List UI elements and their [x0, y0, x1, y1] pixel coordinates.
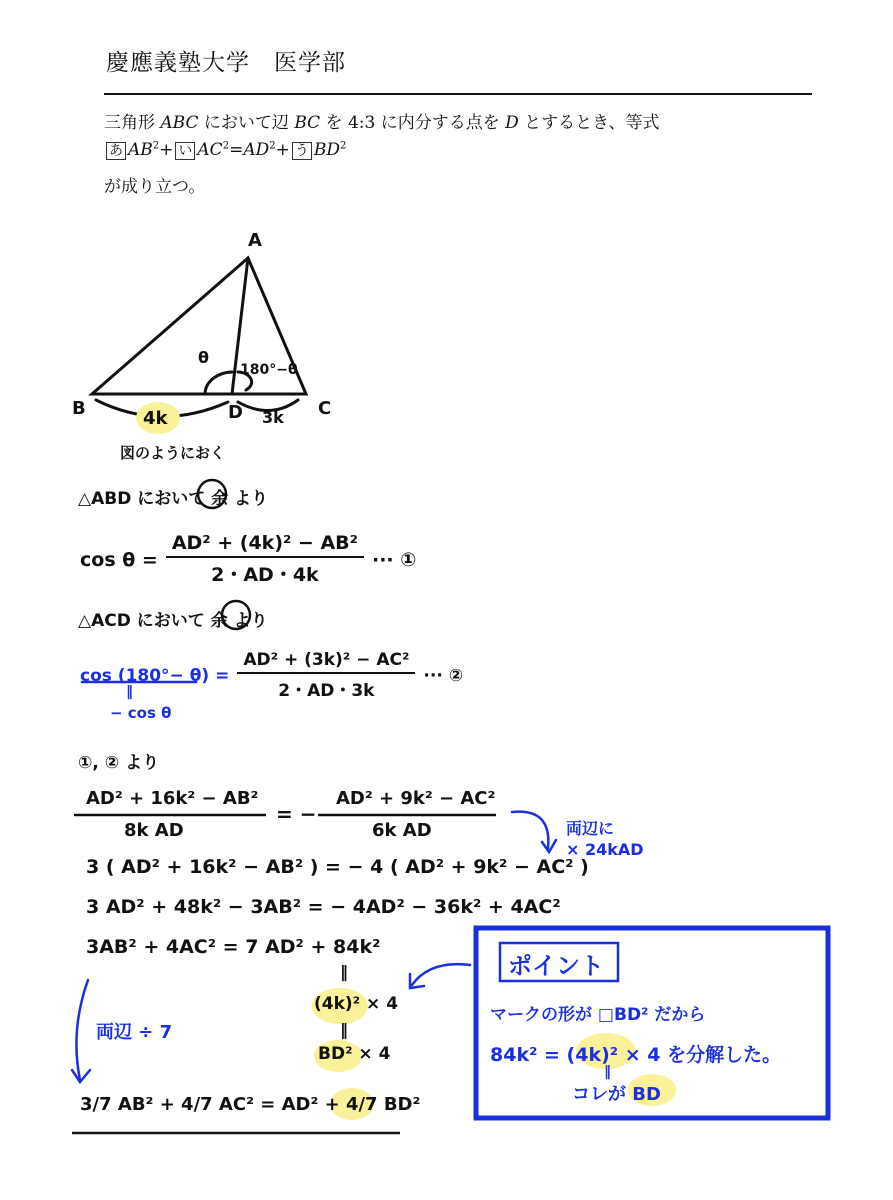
problem-line-3: が成り立つ。 — [104, 177, 206, 197]
cos-equation-1 — [80, 532, 416, 587]
side-note-2: × 24kAD — [566, 840, 644, 859]
line-2: 3 AD² + 48k² − 3AB² = − 4AD² − 36k² + 4AC² — [86, 896, 561, 918]
plus: + — [275, 140, 290, 160]
label-dc: 3k — [262, 408, 284, 427]
term-ab: AB — [128, 140, 153, 160]
text: において辺 — [198, 113, 295, 133]
text: ABC — [160, 113, 199, 133]
point-title: ポイント — [508, 952, 604, 980]
point-eqmark: ‖ — [604, 1064, 611, 1080]
frac1-numerator: AD² + 16k² − AB² — [86, 788, 259, 809]
step-1-heading: △ABD において 余 より — [78, 489, 269, 509]
diagram-note: 図のようにおく — [120, 444, 226, 462]
side-note-1: 両辺に — [566, 819, 615, 838]
final-equation: 3/7 AB² + 4/7 AC² = AD² + 4/7 BD² — [80, 1094, 421, 1115]
label-supp-angle: 180°−θ — [240, 362, 298, 378]
frac2-numerator: AD² + 9k² − AC² — [336, 788, 496, 809]
cos2-fraction — [237, 650, 415, 701]
cos-equation-2 — [80, 650, 463, 701]
frac2-denominator: 6k AD — [372, 820, 432, 841]
text: とするとき、等式 — [518, 113, 660, 133]
cos2-note: − cos θ — [110, 704, 172, 722]
term-ad: AD — [243, 140, 270, 160]
branch-1: (4k)² × 4 — [314, 994, 399, 1014]
cos2-numerator: AD² + (3k)² − AC² — [237, 650, 415, 674]
page-title: 慶應義塾大学 医学部 — [106, 50, 346, 76]
step-3-heading: ①, ② より — [78, 753, 160, 773]
ref-2: ··· ② — [423, 665, 464, 686]
cos1-denominator: 2・AD・4k — [211, 564, 319, 586]
label-bd: 4k — [143, 408, 168, 429]
point-text-1: マークの形が □BD² だから — [490, 1005, 706, 1025]
label-d: D — [228, 402, 243, 423]
sq: 2 — [222, 140, 230, 152]
arrow-divide — [76, 980, 88, 1080]
text: を 4:3 に内分する点を — [320, 113, 506, 133]
label-a: A — [248, 230, 262, 251]
answer-box-i: い — [175, 142, 195, 160]
label-c: C — [318, 398, 332, 419]
arrow-to-point — [412, 964, 470, 985]
triangle-diagram — [92, 258, 306, 417]
step-2-heading: △ACD において 余 より — [78, 611, 268, 631]
cos2-denominator: 2・AD・3k — [278, 681, 375, 701]
equals-minus: = − — [276, 802, 317, 826]
equals: = — [229, 140, 244, 160]
plus: + — [159, 140, 174, 160]
answer-box-a: あ — [106, 142, 126, 160]
term-bd: BD — [313, 140, 340, 160]
text: BC — [294, 113, 321, 133]
ref-1: ··· ① — [371, 548, 417, 571]
line-1: 3 ( AD² + 16k² − AB² ) = − 4 ( AD² + 9k² − AC² ) — [86, 856, 589, 878]
cos1-lhs: cos θ = — [80, 548, 158, 571]
cos1-numerator: AD² + (4k)² − AB² — [166, 532, 364, 558]
text: 三角形 — [104, 113, 161, 133]
frac1-denominator: 8k AD — [124, 820, 184, 841]
branch-2: BD² × 4 — [318, 1044, 391, 1064]
arrowhead-2 — [72, 1070, 90, 1082]
point-text-2: 84k² = (4k)² × 4 を分解した。 — [490, 1044, 782, 1066]
eqmark-2: ‖ — [340, 1020, 348, 1039]
eqmark-1: ‖ — [340, 962, 348, 981]
cos1-fraction — [166, 532, 364, 587]
line-3: 3AB² + 4AC² = 7 AD² + 84k² — [86, 936, 381, 958]
term-ac: AC — [197, 140, 223, 160]
answer-box-u: う — [292, 142, 312, 160]
sq: 2 — [269, 140, 276, 152]
sq: 2 — [340, 140, 347, 152]
angle-theta-arc — [205, 372, 232, 394]
sq: 2 — [152, 140, 160, 152]
cos2-lhs: cos (180°− θ) = — [80, 665, 230, 686]
label-b: B — [72, 398, 86, 419]
text: D — [505, 113, 519, 133]
cos2-eqmark: ‖ — [126, 684, 133, 700]
label-theta: θ — [198, 348, 209, 367]
divide-note: 両辺 ÷ 7 — [96, 1022, 173, 1043]
point-text-3: コレが BD — [572, 1084, 661, 1105]
